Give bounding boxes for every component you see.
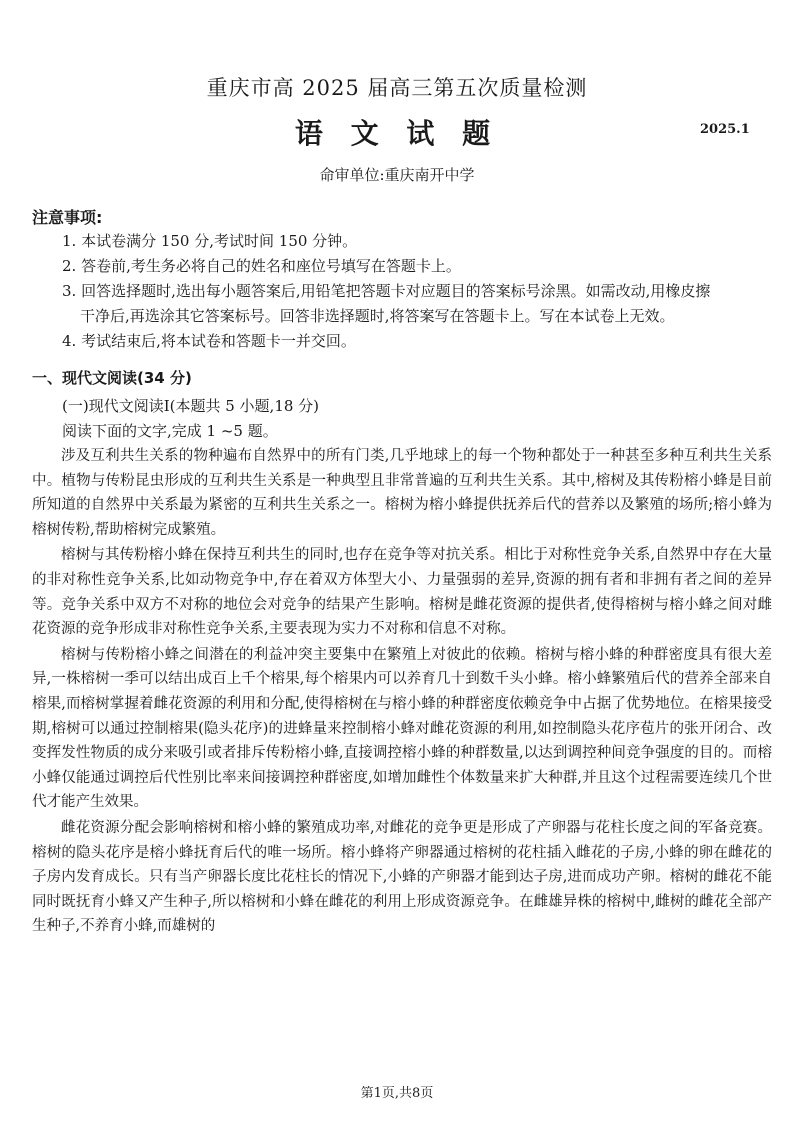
notes-title: 注意事项: xyxy=(32,208,103,227)
passage-paragraph: 榕树与其传粉榕小蜂在保持互利共生的同时,也存在竞争等对抗关系。相比于对称性竞争关系,自然界中存在大量的非对称性竞争关系,比如动物竞争中,存在着双方体型大小、力量强弱的差异,资源的拥有者和非拥有者之间的差异等。竞争关系中双方不对称的地位会对竞争的结果产生影响。榕树是雌花资源的提供者,使得榕树与榕小蜂之间对雌花资源的竞争形成非对称性竞争关系,主要表现为实力不对称和信息不对称。 xyxy=(32,547,772,638)
note-item-continued: 干净后,再选涂其它答案标号。回答非选择题时,将答案写在答题卡上。写在本试卷上无效。 xyxy=(80,307,675,325)
passage-paragraph: 榕树与传粉榕小蜂之间潜在的利益冲突主要集中在繁殖上对彼此的依赖。榕树与榕小蜂的种群密度具有很大差异,一株榕树一季可以结出成百上千个榕果,每个榕果内可以养育几十到数千头小蜂。榕小蜂繁殖后代的营养全部来自榕果,而榕树掌握着雌花资源的利用和分配,使得榕树在与榕小蜂的种群密度依赖竞争中占据了优势地位。在榕果接受期,榕树可以通过控制榕果(隐头花序)的进蜂量来控制榕小蜂对雌花资源的利用,如控制隐头花序苞片的张开闭合、改变挥发性物质的成分来吸引或者排斥传粉榕小蜂,直接调控榕小蜂的种群数量,以达到调控种间竞争强度的目的。而榕小蜂仅能通过调控后代性别比率来间接调控种群密度,如增加雌性个体数量来扩大种群,并且这个过程需要连续几个世代才能产生效果。 xyxy=(32,646,772,811)
reading-passage xyxy=(32,444,772,940)
passage-paragraph: 涉及互利共生关系的物种遍布自然界中的所有门类,几乎地球上的每一个物种都处于一种甚至多种互利共生关系中。植物与传粉昆虫形成的互利共生关系是一种典型且非常普遍的互利共生关系。其中,榕树及其传粉榕小蜂是目前所知道的自然界中关系最为紧密的互利共生关系之一。榕树为榕小蜂提供抚养后代的营养以及繁殖的场所;榕小蜂为榕树传粉,帮助榕树完成繁殖。 xyxy=(32,448,772,538)
setter-unit: 命审单位:重庆南开中学 xyxy=(319,166,475,184)
exam-title: 重庆市高 2025 届高三第五次质量检测 xyxy=(206,76,588,100)
passage-paragraph: 雌花资源分配会影响榕树和榕小蜂的繁殖成功率,对雌花的竞争更是形成了产卵器与花柱长度之间的军备竞赛。榕树的隐头花序是榕小蜂抚育后代的唯一场所。榕小蜂将产卵器通过榕树的花柱插入雌花的子房,小蜂的卵在雌花的子房内发育成长。只有当产卵器长度比花柱长的情况下,小蜂的产卵器才能到达子房,进而成功产卵。榕树的雌花不能同时既抚育小蜂又产生种子,所以榕树和小蜂在雌花的利用上形成资源竞争。在雌雄异株的榕树中,雌树的雌花全部产生种子,不养育小蜂,而雄树的 xyxy=(32,819,772,935)
note-item: 1. 本试卷满分 150 分,考试时间 150 分钟。 xyxy=(62,232,358,250)
section-title: 一、现代文阅读(34 分) xyxy=(32,369,192,387)
note-item: 2. 答卷前,考生务必将自己的姓名和座位号填写在答题卡上。 xyxy=(62,257,461,275)
note-item: 4. 考试结束后,将本试卷和答题卡一并交回。 xyxy=(62,332,356,350)
page-number: 第1页,共8页 xyxy=(360,1086,434,1101)
section-subtitle: (一)现代文阅读Ⅰ(本题共 5 小题,18 分) xyxy=(62,397,320,415)
notes-list xyxy=(62,229,762,354)
reading-instruction: 阅读下面的文字,完成 1 ~5 题。 xyxy=(62,422,278,440)
subject-title: 语 文 试 题 xyxy=(294,117,500,150)
exam-date: 2025.1 xyxy=(700,122,750,137)
note-item: 3. 回答选择题时,选出每小题答案后,用铅笔把答题卡对应题目的答案标号涂黑。如需改动,用橡皮擦 xyxy=(62,282,711,300)
